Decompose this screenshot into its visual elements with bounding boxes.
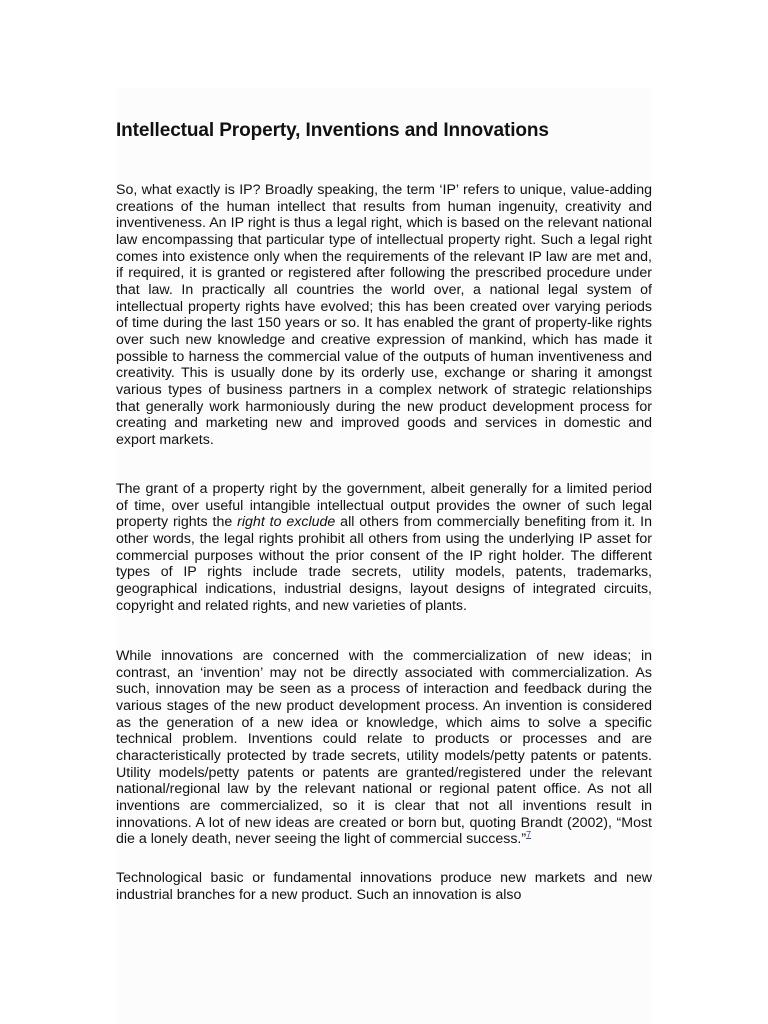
document-page bbox=[116, 88, 652, 1024]
paragraph-innovation-invention bbox=[116, 648, 652, 848]
paragraph-innovation-invention-text: While innovations are concerned with the commercialization of new ideas; in contrast, an ‘invention’ may not be directly associated with commercialization. As such, innovation may be seen as a process of interaction and feedback during the various stages of the new product development process. An invention is considered as the generation of a new idea or knowledge, which aims to solve a specific technical problem. Inventions could relate to products or processes and are characteristically protected by trade secrets, utility models/petty patents or patents. Utility models/petty patents or patents are granted/registered under the relevant national/regional law by the relevant national or regional patent office. As not all inventions are commercialized, so it is clear that not all inventions result in innovations. A lot of new ideas are created or born but, quoting Brandt (2002), “Most die a lonely death, never seeing the light of commercial success.” bbox=[116, 648, 652, 848]
footnote-link[interactable]: 7 bbox=[526, 829, 532, 840]
paragraph-ip-definition: So, what exactly is IP? Broadly speaking, the term ‘IP’ refers to unique, value-adding creations of the human intellect that results from human ingenuity, creativity and inventiveness. An IP right is thus a legal right, which is based on the relevant national law encompassing that particular type of intellectual property right. Such a legal right comes into existence only when the requirements of the relevant IP law are met and, if required, it is granted or registered after following the prescribed procedure under that law. In practically all countries the world over, a national legal system of intellectual property rights have evolved; this has been created over varying periods of time during the last 150 years or so. It has enabled the grant of property-like rights over such new knowledge and creative expression of mankind, which has made it possible to harness the commercial value of the outputs of human inventiveness and creativity. This is usually done by its orderly use, exchange or sharing it amongst various types of business partners in a complex network of strategic relationships that generally work harmoniously during the new product development process for creating and marketing new and improved goods and services in domestic and export markets. bbox=[116, 182, 652, 448]
right-to-exclude-emphasis: right to exclude bbox=[237, 514, 336, 531]
document-title: Intellectual Property, Inventions and Innovations bbox=[116, 120, 549, 141]
paragraph-property-right bbox=[116, 481, 652, 614]
paragraph-property-right-text-end: all others from commercially benefiting from it. In other words, the legal rights prohibit all others from using the underlying IP asset for commercial purposes without the prior consent of the IP right holder. The different types of IP rights include trade secrets, utility models, patents, trademarks, geographical indications, industrial designs, layout designs of integrated circuits, copyright and related rights, and new varieties of plants. bbox=[116, 514, 652, 614]
paragraph-property-right-text-start: The grant of a property right by the government, albeit generally for a limited period of time, over useful intangible intellectual output provides the owner of such legal property rights the bbox=[116, 481, 652, 531]
paragraph-technological-innovations: Technological basic or fundamental innovations produce new markets and new industrial branches for a new product. Such an innovation is also bbox=[116, 870, 652, 903]
